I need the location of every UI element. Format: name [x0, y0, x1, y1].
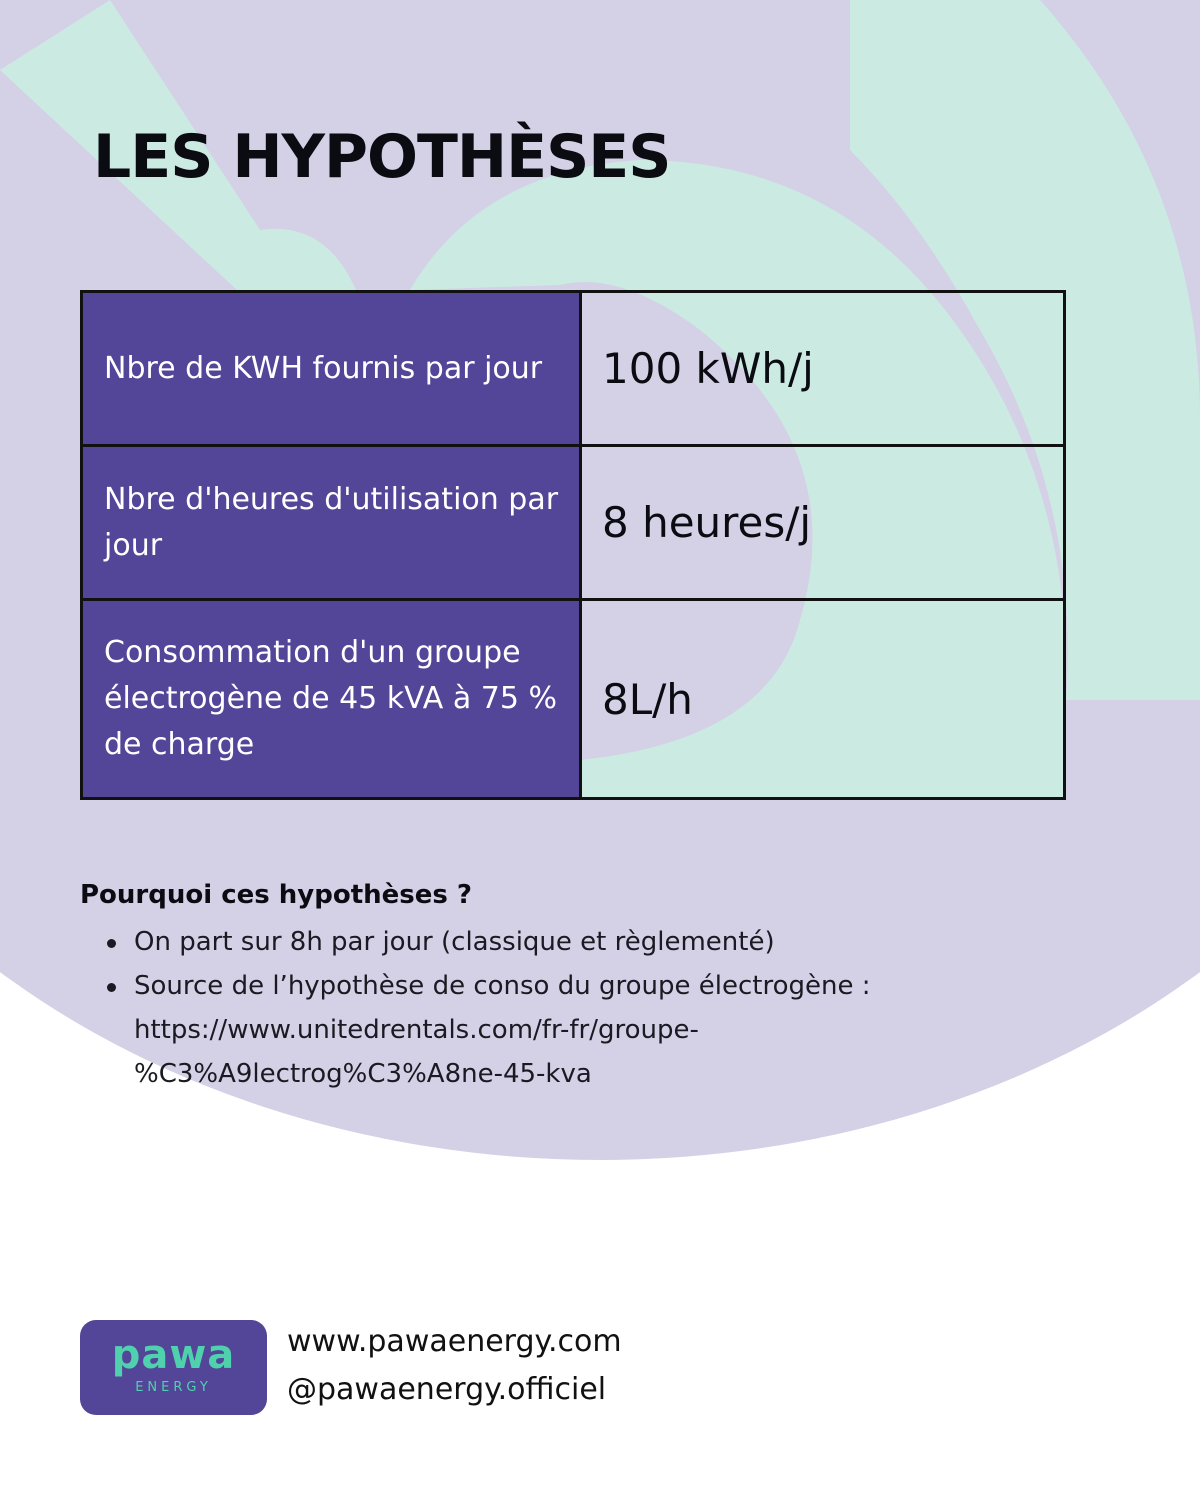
- table-row: [82, 446, 1065, 600]
- hypothesis-label: Nbre de KWH fournis par jour: [82, 292, 581, 446]
- logo-subtitle: ENERGY: [135, 1380, 212, 1395]
- hypothesis-value: 8 heures/j: [581, 446, 1065, 600]
- logo-wordmark: pawa: [111, 1332, 236, 1378]
- list-item: [134, 920, 994, 964]
- notes-title: Pourquoi ces hypothèses ?: [80, 880, 472, 910]
- social-handle[interactable]: @pawaenergy.officiel: [287, 1372, 607, 1407]
- notes-list: [80, 920, 1080, 1096]
- hypothesis-value: 100 kWh/j: [581, 292, 1065, 446]
- page-title: LES HYPOTHÈSES: [93, 122, 671, 192]
- contact-block: [287, 1318, 622, 1414]
- hypothesis-value: 8L/h: [581, 600, 1065, 799]
- note-text: Source de l’hypothèse de conso du groupe électrogène :: [134, 971, 871, 1001]
- website-link[interactable]: www.pawaenergy.com: [287, 1324, 622, 1359]
- notes-section: [80, 876, 1080, 1096]
- hypothesis-label: Nbre d'heures d'utilisation par jour: [82, 446, 581, 600]
- hypotheses-table: [80, 290, 1066, 800]
- table-row: [82, 292, 1065, 446]
- hypothesis-label: Consommation d'un groupe électrogène de 45 kVA à 75 % de charge: [82, 600, 581, 799]
- table-row: [82, 600, 1065, 799]
- note-text: On part sur 8h par jour (classique et règlementé): [134, 927, 775, 957]
- list-item: [134, 964, 994, 1096]
- source-link[interactable]: https://www.unitedrentals.com/fr-fr/groupe-%C3%A9lectrog%C3%A8ne-45-kva: [134, 1015, 699, 1089]
- pawa-energy-logo: [80, 1320, 267, 1415]
